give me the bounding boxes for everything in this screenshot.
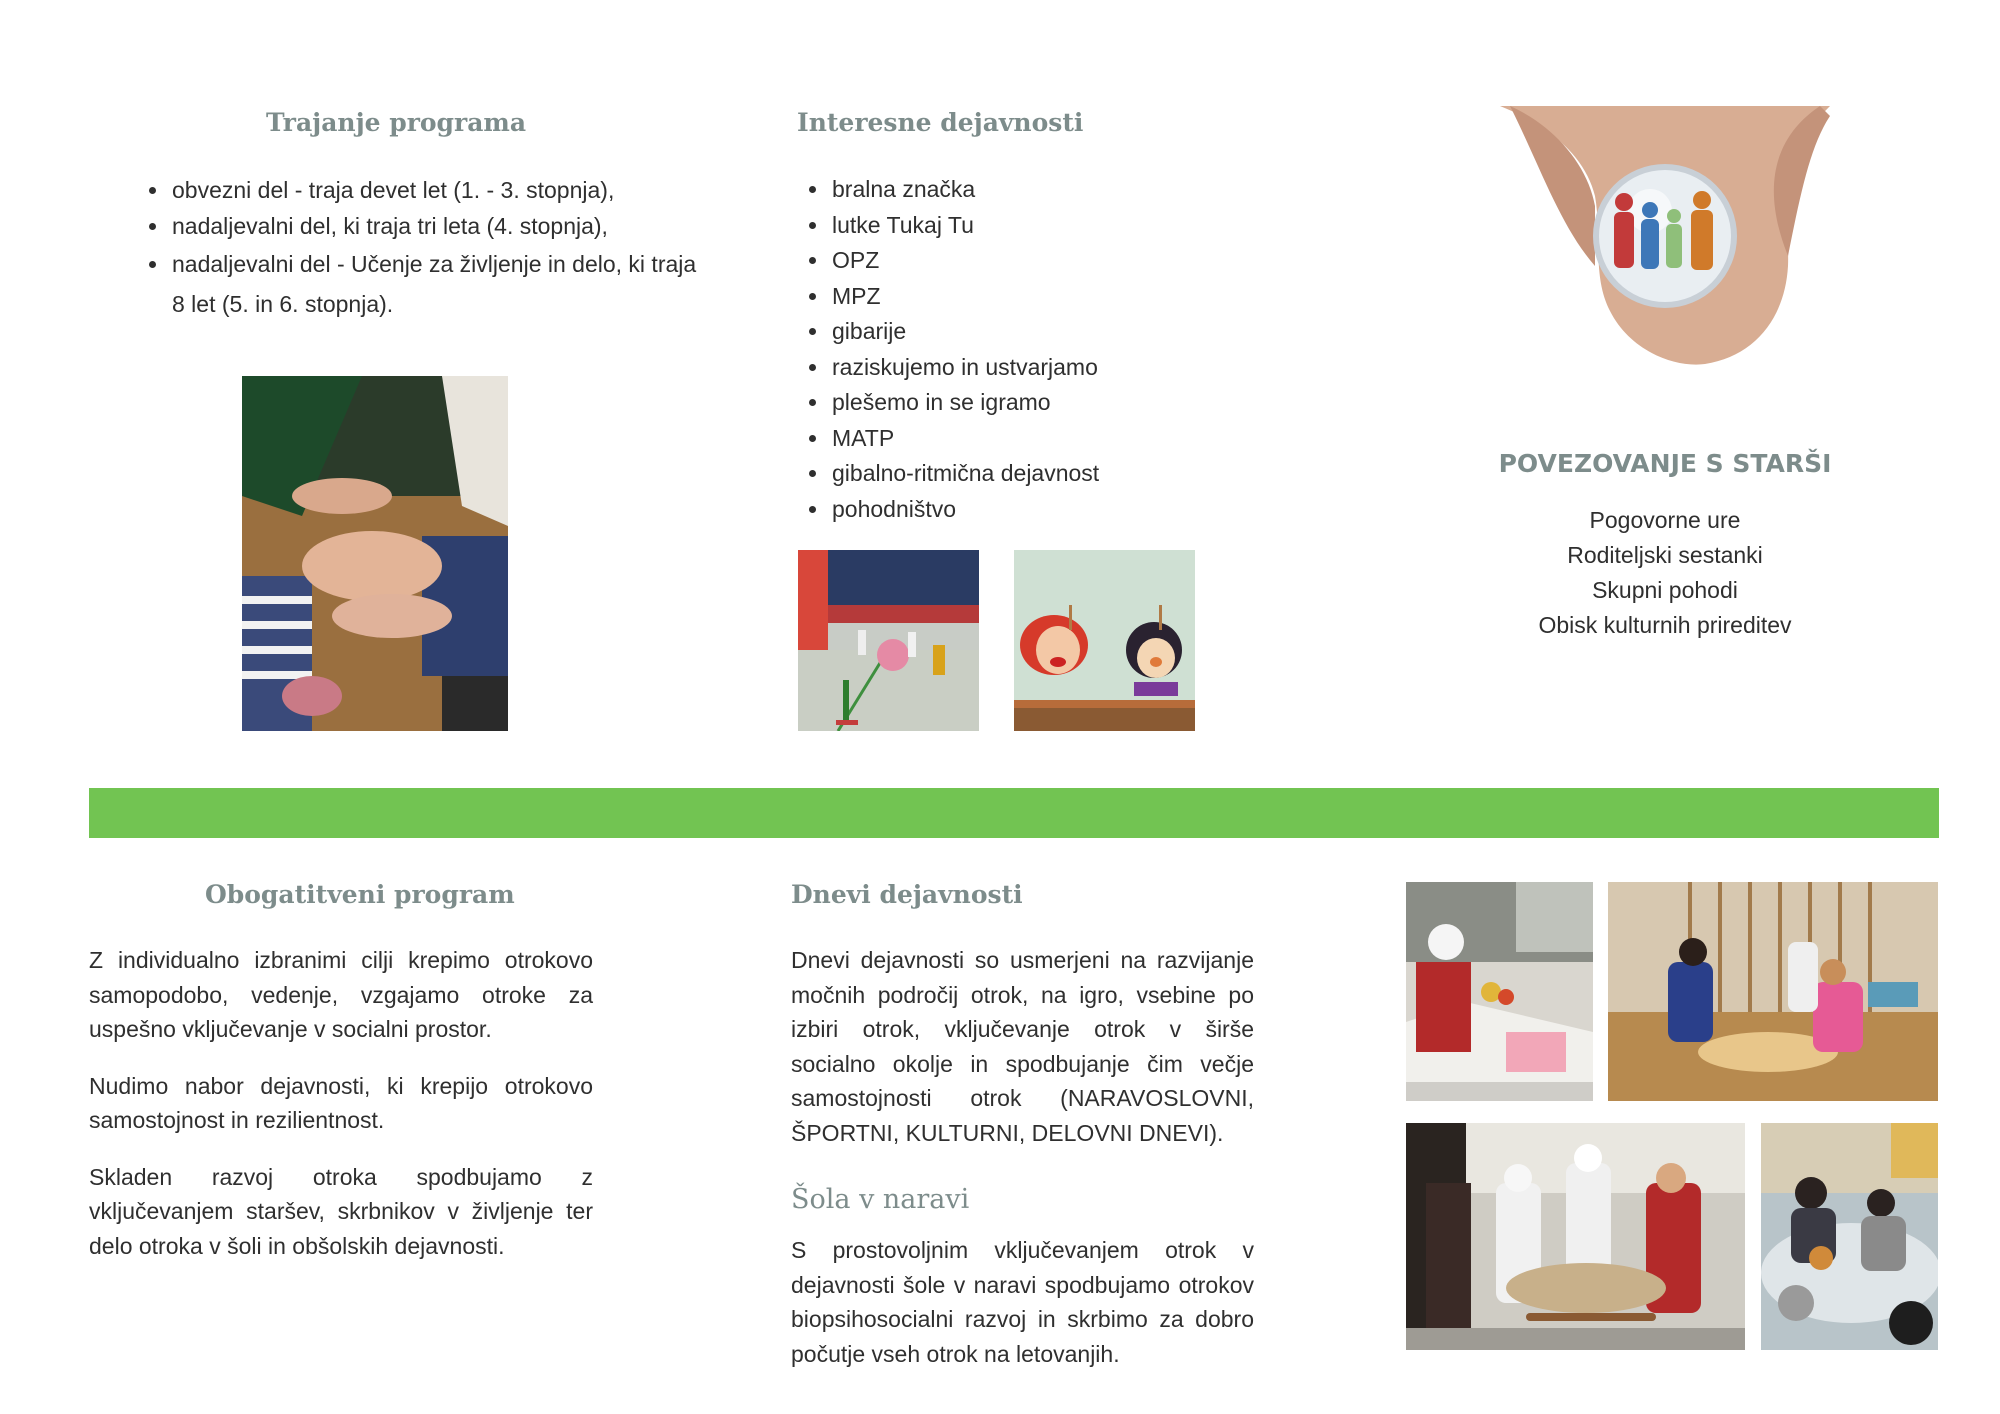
paragraph: Z individualno izbranimi cilji krepimo otrokovo samopodobo, vedenje, vzgajamo otroke za uspešno vključevanje v socialni prostor.: [89, 947, 593, 1042]
family-icon: [1500, 106, 1830, 371]
family-hands-image: [1500, 106, 1830, 371]
paragraph: Nudimo nabor dejavnosti, ki krepijo otrokovo samostojnost in rezilientnost.: [89, 1072, 593, 1133]
list-item: Pogovorne ure: [1589, 507, 1741, 533]
list-item: • gibarije: [830, 314, 1230, 350]
list-item: • nadaljevalni del, ki traja tri leta (4. stopnja),: [170, 209, 710, 245]
table-activity-photo: [1406, 882, 1593, 1101]
list-item: Skupni pohodi: [1592, 577, 1738, 603]
dnevi-title: Dnevi dejavnosti: [791, 880, 1023, 909]
green-divider-band: [89, 788, 1939, 838]
dnevi-text: Dnevi dejavnosti so usmerjeni na razvijanje močnih področij otrok, na igro, vsebine po izbiri otrok, vključevanje otrok v širše socialno okolje in spodbujanje čim večje samostojnosti otrok (NARAVOSLOVNI, ŠPORTNI, KULTURNI, DELOVNI DNEVI).: [791, 947, 1254, 1146]
sola-title: Šola v naravi: [791, 1184, 970, 1215]
list-item: • nadaljevalni del - Učenje za življenje in delo, ki traja 8 let (5. in 6. stopnja).: [170, 244, 710, 324]
interesne-title: Interesne dejavnosti: [797, 108, 1084, 137]
obogatitveni-text: [89, 943, 593, 1263]
list-item: • lutke Tukaj Tu: [830, 208, 1230, 244]
list-item: Obisk kulturnih prireditev: [1538, 612, 1792, 638]
puppets-photo: [1014, 550, 1195, 731]
sports-hall-photo: [798, 550, 979, 731]
trajanje-title: Trajanje programa: [266, 108, 527, 137]
list-item: • pohodništvo: [830, 492, 1230, 528]
interesne-list: [798, 172, 1230, 527]
list-item: • MATP: [830, 421, 1230, 457]
povezovanje-title: POVEZOVANJE S STARŠI: [1498, 449, 1832, 478]
dining-photo: [1761, 1123, 1938, 1350]
list-item: • plešemo in se igramo: [830, 385, 1230, 421]
dog-gym-photo: [1608, 882, 1938, 1101]
baking-photo: [1406, 1123, 1745, 1350]
list-item: • raziskujemo in ustvarjamo: [830, 350, 1230, 386]
hands-photo: [242, 376, 508, 731]
list-item: • obvezni del - traja devet let (1. - 3. stopnja),: [170, 173, 710, 209]
obogatitveni-title: Obogatitveni program: [205, 880, 515, 909]
list-item: • gibalno-ritmična dejavnost: [830, 456, 1230, 492]
list-item: Roditeljski sestanki: [1567, 542, 1763, 568]
list-item: • bralna značka: [830, 172, 1230, 208]
povezovanje-list: [1470, 503, 1860, 643]
paragraph: Skladen razvoj otroka spodbujamo z vključevanjem staršev, skrbnikov v življenje ter delo otroka v šoli in obšolskih dejavnosti.: [89, 1163, 593, 1259]
list-item: • MPZ: [830, 279, 1230, 315]
list-item: • OPZ: [830, 243, 1230, 279]
sola-text: S prostovoljnim vključevanjem otrok v dejavnosti šole v naravi spodbujamo otrokov biopsihosocialni razvoj in skrbimo za dobro počutje vseh otrok na letovanjih.: [791, 1237, 1254, 1367]
trajanje-list: [138, 173, 710, 324]
